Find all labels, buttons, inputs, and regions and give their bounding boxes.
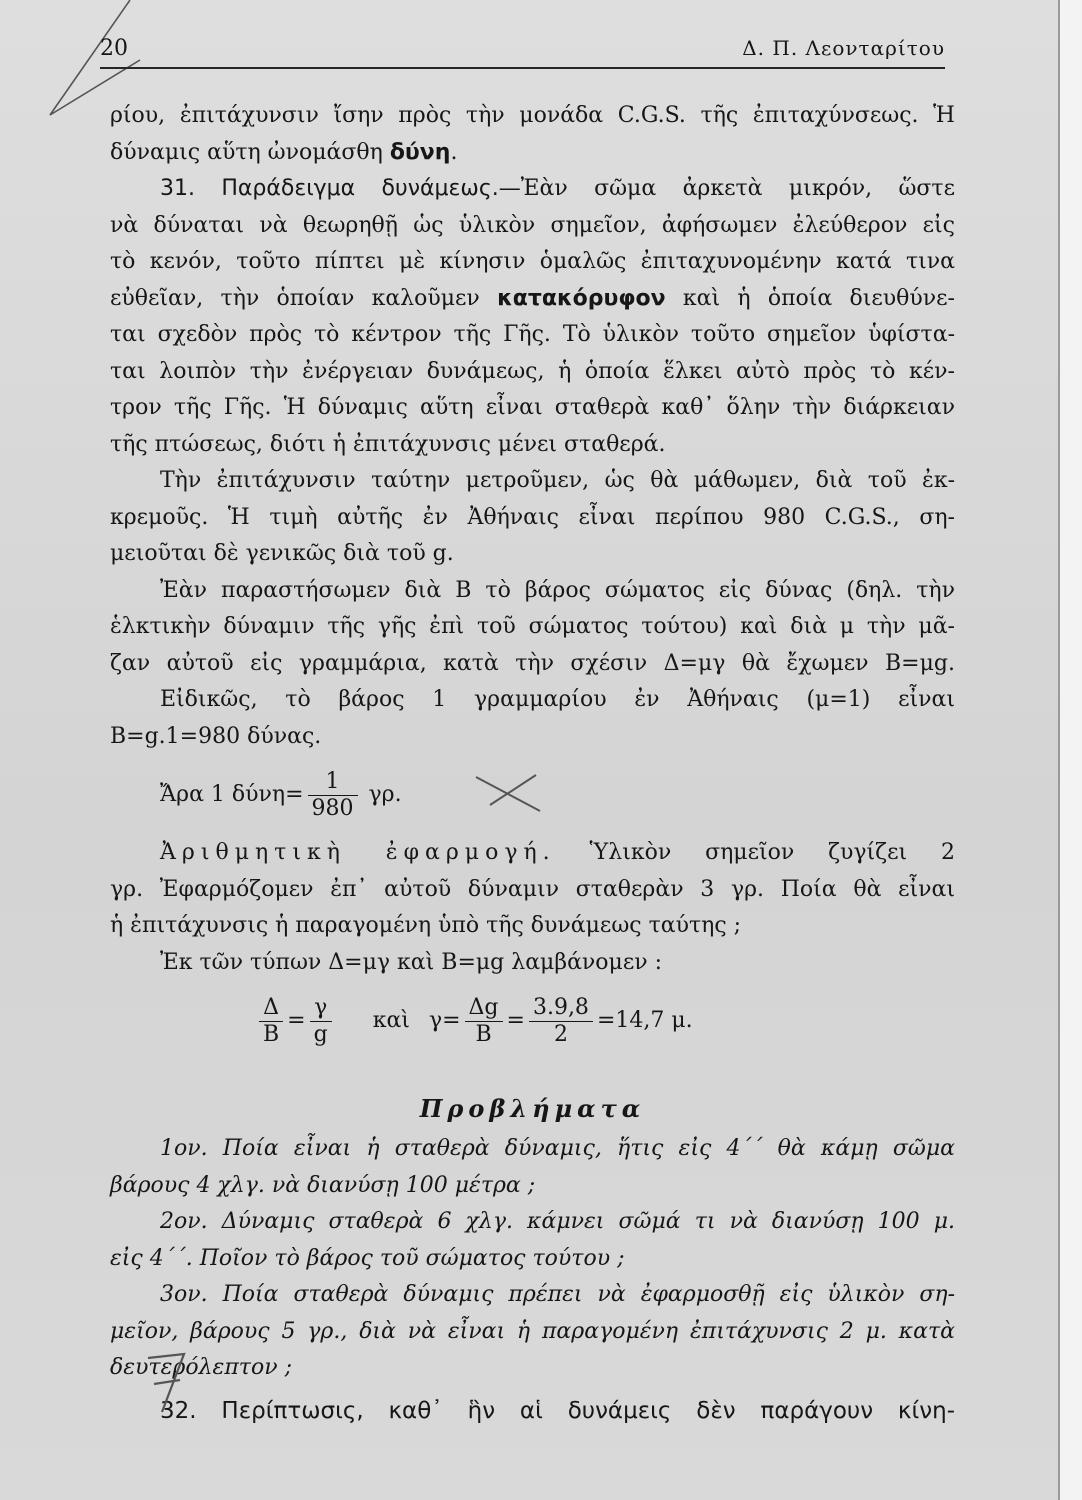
text-line: τὸ κενόν, τοῦτο πίπτει μὲ κίνησιν ὁμαλῶς ἐπιταχυνομένην κατά τινα — [110, 249, 955, 274]
text-line: ἡ ἐπιτάχυνσις ἡ παραγομένη ὑπὸ τῆς δυνάμεως ταύτης ; — [110, 913, 742, 938]
fraction-numeric — [529, 995, 593, 1047]
section-31-heading: 31. Παράδειγμα δυνάμεως. — [160, 176, 499, 201]
text-span: καὶ ἡ ὁποία διευθύνε- — [665, 285, 955, 311]
text-span: . — [450, 139, 458, 165]
term-dyne: δύνη — [389, 139, 451, 165]
text-line — [110, 135, 955, 172]
text-line: ται σχεδὸν πρὸς τὸ κέντρον τῆς Γῆς. Τὸ ὑλικὸν τοῦτο σημεῖον ὑφίστα- — [110, 322, 955, 347]
problem-2-line: εἰς 4΄΄. Ποῖον τὸ βάρος τοῦ σώματος τούτου ; — [110, 1245, 625, 1271]
text-line: B=g.1=980 δύνας. — [110, 723, 322, 749]
page-edge — [1058, 0, 1082, 1500]
fraction-numerator: 1 — [308, 769, 358, 795]
fraction-1-980 — [308, 769, 358, 821]
formula-unit: γρ. — [368, 782, 402, 807]
problems-title: Προβλήματα — [419, 1094, 646, 1123]
formula-gamma: γ= — [428, 1008, 461, 1033]
text-line: νὰ δύναται νὰ θεωρηθῇ ὡς ὑλικὸν σημεῖον, ἀφήσωμεν ἐλεύθερον εἰς — [110, 212, 955, 238]
text-line — [110, 281, 955, 318]
text-span: δύναμις αὕτη ὠνομάσθη — [110, 139, 390, 165]
pencil-seven-mark — [140, 1340, 200, 1420]
text-line: Τὴν ἐπιτάχυνσιν ταύτην μετροῦμεν, ὡς θὰ μάθωμεν, διὰ τοῦ ἐκ- — [160, 468, 955, 493]
text-line: γρ. Ἐφαρμόζομεν ἐπ᾽ αὐτοῦ δύναμιν σταθερὰν 3 γρ. Ποία θὰ εἶναι — [110, 876, 955, 902]
text-line: Ἐκ τῶν τύπων Δ=μγ καὶ B=μg λαμβάνομεν : — [160, 949, 663, 975]
term-vertical: κατακόρυφον — [497, 285, 666, 311]
fraction-denominator: B — [475, 1021, 492, 1047]
fraction-denominator: 2 — [553, 1021, 568, 1047]
fraction-deltag-b — [465, 995, 503, 1047]
text-line: ἑλκτικὴν δύναμιν τῆς γῆς ἐπὶ τοῦ σώματος τούτου) καὶ διὰ μ τὴν μᾶ- — [110, 614, 955, 639]
text-line: ρίου, ἐπιτάχυνσιν ἴσην πρὸς τὴν μονάδα C.G.S. τῆς ἐπιταχύνσεως. Ἡ — [110, 103, 955, 128]
application-label: Ἀριθμητικὴ ἐφαρμογή. — [160, 840, 556, 865]
fraction-denominator: g — [313, 1021, 328, 1047]
text-line: κρεμοῦς. Ἡ τιμὴ αὐτῆς ἐν Ἀθήναις εἶναι περίπου 980 C.G.S., ση- — [110, 504, 955, 530]
fraction-numerator: Δ — [259, 995, 283, 1021]
text-span: Ὑλικὸν σημεῖον ζυγίζει 2 — [589, 840, 955, 865]
page-body — [110, 98, 955, 1429]
page-number: 20 — [100, 36, 128, 61]
section-32-heading: 32. Περίπτωσις, καθ᾽ ἣν αἱ δυνάμεις δὲν παράγουν κίνη- — [160, 1397, 955, 1424]
text-line: Ἐὰν παραστήσωμεν διὰ B τὸ βάρος σώματος εἰς δύνας (δηλ. τὴν — [160, 577, 955, 603]
pencil-cross-mark — [470, 769, 550, 819]
formula-result: =14,7 μ. — [596, 1008, 693, 1033]
fraction-numerator: 3.9,8 — [529, 995, 593, 1021]
fraction-numerator: γ — [310, 995, 332, 1021]
problem-2-line: 2ον. Δύναμις σταθερὰ 6 χλγ. κάμνει σῶμά τι νὰ διανύσῃ 100 μ. — [160, 1209, 955, 1234]
text-line: τρον τῆς Γῆς. Ἡ δύναμις αὕτη εἶναι σταθερὰ καθ᾽ ὅλην τὴν διάρκειαν — [110, 395, 955, 420]
formula-acceleration — [110, 981, 955, 1061]
equals-sign: = — [506, 1008, 525, 1033]
text-line: μειοῦται δὲ γενικῶς διὰ τοῦ g. — [110, 541, 454, 566]
problem-1-line: βάρους 4 χλγ. νὰ διανύσῃ 100 μέτρα ; — [110, 1172, 536, 1198]
problem-3-line: 3ον. Ποία σταθερὰ δύναμις πρέπει νὰ ἐφαρμοσθῇ εἰς ὑλικὸν ση- — [160, 1282, 955, 1307]
problem-1-line: 1ον. Ποία εἶναι ἡ σταθερὰ δύναμις, ἥτις εἰς 4΄΄ θὰ κάμῃ σῶμα — [160, 1136, 955, 1161]
formula-text: Ἄρα 1 δύνη= — [160, 782, 304, 807]
fraction-delta-b — [259, 995, 283, 1047]
problem-3-line: μεῖον, βάρους 5 γρ., διὰ νὰ εἶναι ἡ παραγομένη ἐπιτάχυνσις 2 μ. κατὰ — [110, 1318, 955, 1344]
application-line — [110, 835, 955, 872]
page-header — [100, 30, 945, 68]
formula-dyne — [110, 755, 955, 835]
fraction-gamma-g — [310, 995, 332, 1047]
text-line: Εἰδικῶς, τὸ βάρος 1 γραμμαρίου ἐν Ἀθήναις (μ=1) εἶναι — [160, 687, 955, 712]
text-span: εὐθεῖαν, τὴν ὁποίαν καλοῦμεν — [110, 285, 498, 311]
problem-3-line: δευτερόλεπτον ; — [110, 1355, 292, 1380]
text-line: τῆς πτώσεως, διότι ἡ ἐπιτάχυνσις μένει σταθερά. — [110, 431, 666, 457]
text-span: —Ἐὰν σῶμα ἀρκετὰ μικρόν, ὥστε — [498, 176, 955, 201]
equals-sign: = — [287, 1008, 306, 1033]
header-rule — [100, 67, 945, 69]
text-line: ται λοιπὸν τὴν ἐνέργειαν δυνάμεως, ἡ ὁποία ἕλκει αὐτὸ πρὸς τὸ κέν- — [110, 358, 955, 384]
fraction-denominator: 980 — [311, 795, 354, 821]
text-line: ζαν αὐτοῦ εἰς γραμμάρια, κατὰ τὴν σχέσιν Δ=μγ θὰ ἔχωμεν B=μg. — [110, 650, 955, 676]
formula-and: καὶ — [372, 1008, 410, 1033]
running-head: Δ. Π. Λεονταρίτου — [742, 36, 945, 60]
section-31-line — [110, 171, 955, 208]
fraction-numerator: Δg — [465, 995, 503, 1021]
fraction-denominator: B — [263, 1021, 280, 1047]
